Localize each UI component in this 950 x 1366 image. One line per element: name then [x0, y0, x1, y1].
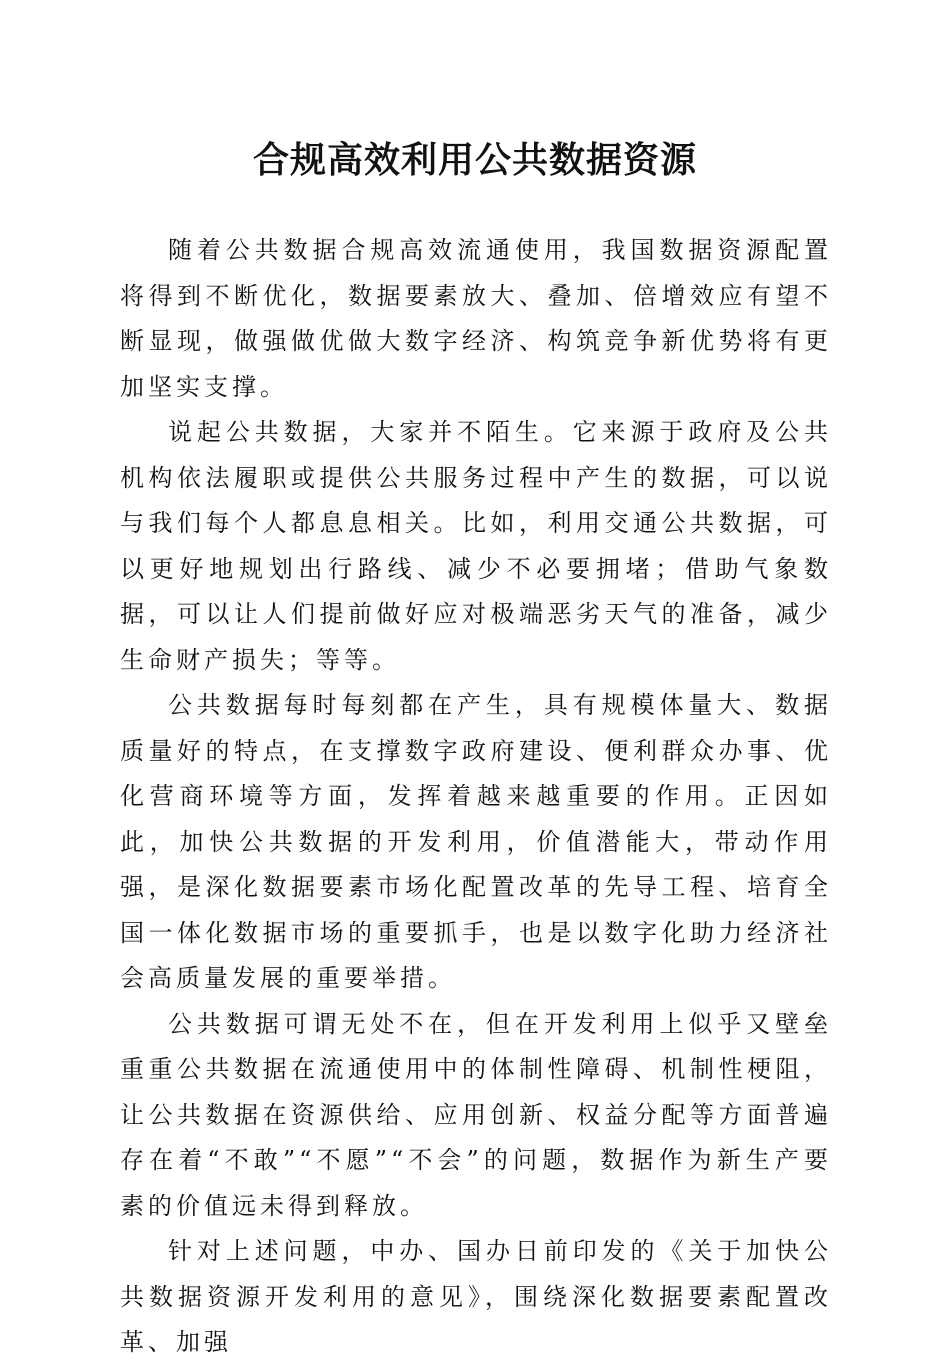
document-body — [120, 228, 832, 1366]
paragraph-3: 公共数据每时每刻都在产生，具有规模体量大、数据质量好的特点，在支撑数字政府建设、便利群众办事、优化营商环境等方面，发挥着越来越重要的作用。正因如此，加快公共数据的开发利用，价值潜能大，带动作用强，是深化数据要素市场化配置改革的先导工程、培育全国一体化数据市场的重要抓手，也是以数字化助力经济社会高质量发展的重要举措。 — [120, 691, 832, 992]
document-title: 合规高效利用公共数据资源 — [252, 139, 697, 181]
paragraph-4: 公共数据可谓无处不在，但在开发利用上似乎又壁垒重重公共数据在流通使用中的体制性障碍、机制性梗阻，让公共数据在资源供给、应用创新、权益分配等方面普遍存在着“不敢”“不愿”“不会”的问题，数据作为新生产要素的价值远未得到释放。 — [120, 1009, 832, 1220]
paragraph-2: 说起公共数据，大家并不陌生。它来源于政府及公共机构依法履职或提供公共服务过程中产生的数据，可以说与我们每个人都息息相关。比如，利用交通公共数据，可以更好地规划出行路线、减少不必要拥堵；借助气象数据，可以让人们提前做好应对极端恶劣天气的准备，减少生命财产损失；等等。 — [120, 418, 832, 674]
paragraph-5: 针对上述问题，中办、国办日前印发的《关于加快公共数据资源开发利用的意见》，围绕深化数据要素配置改革、加强 — [120, 1237, 832, 1356]
paragraph-1: 随着公共数据合规高效流通使用，我国数据资源配置将得到不断优化，数据要素放大、叠加、倍增效应有望不断显现，做强做优做大数字经济、构筑竞争新优势将有更加坚实支撑。 — [120, 236, 832, 401]
